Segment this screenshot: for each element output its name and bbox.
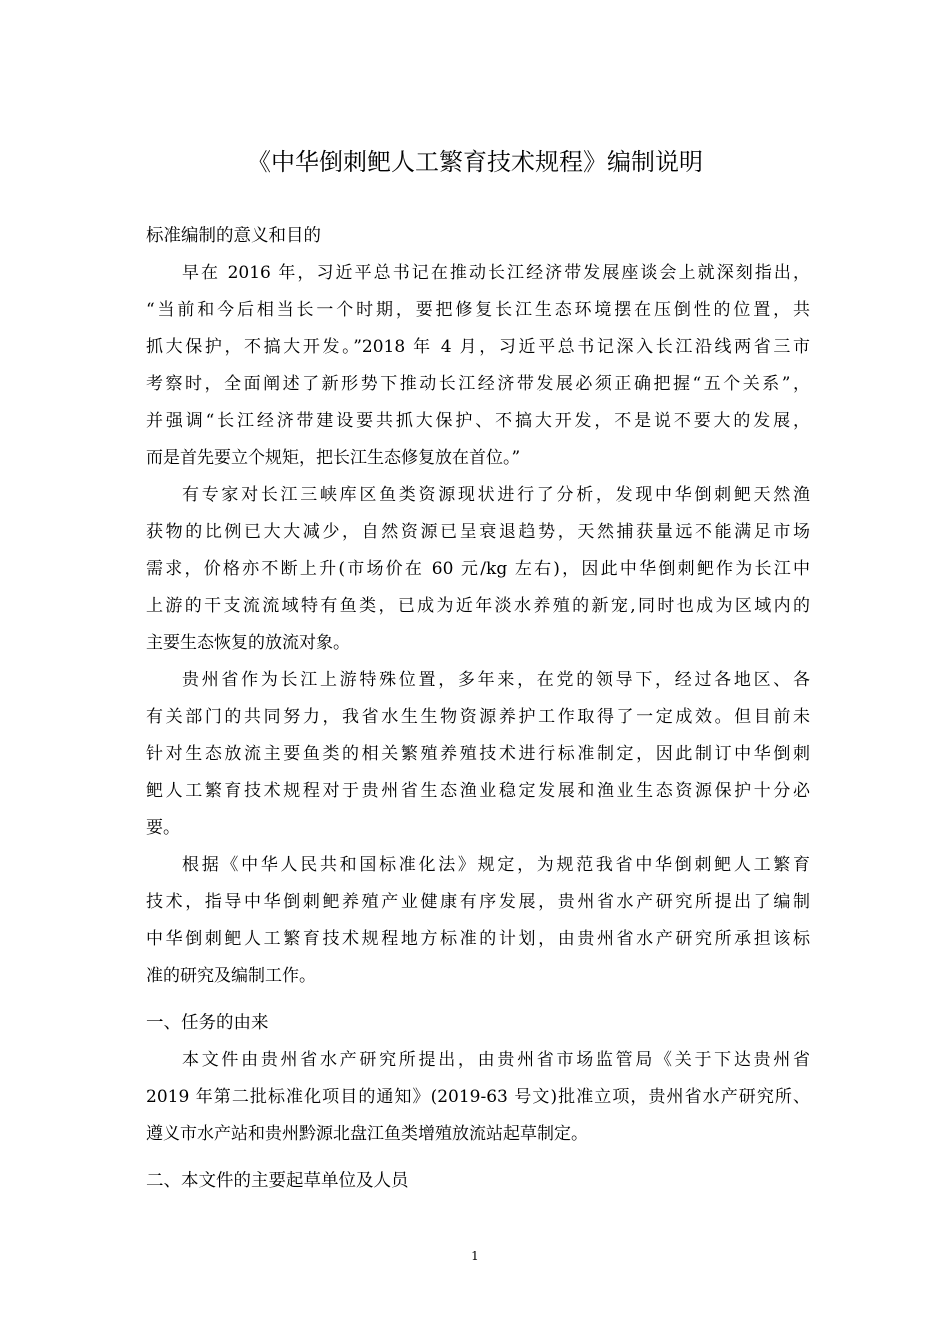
document-title: 《中华倒刺鲃人工繁育技术规程》编制说明 — [247, 148, 703, 176]
section-heading-drafters: 二、本文件的主要起草单位及人员 — [146, 1171, 409, 1191]
text-line: 技术，指导中华倒刺鲃养殖产业健康有序发展，贵州省水产研究所提出了编制 — [146, 892, 810, 912]
paragraph — [146, 1042, 810, 1153]
text-line: 遵义市水产站和贵州黔源北盘江鱼类增殖放流站起草制定。 — [146, 1124, 588, 1144]
text-line: 主要生态恢复的放流对象。 — [146, 633, 350, 653]
paragraph — [146, 662, 810, 847]
text-line: 获物的比例已大大减少，自然资源已呈衰退趋势，天然捕获量远不能满足市场 — [146, 522, 810, 542]
text-line: 抓大保护，不搞大开发。”2018 年 4 月，习近平总书记深入长江沿线两省三市 — [146, 337, 810, 357]
text-line: 本文件由贵州省水产研究所提出，由贵州省市场监管局《关于下达贵州省 — [182, 1050, 810, 1070]
document-body — [146, 218, 810, 1200]
text-line: 2019 年第二批标准化项目的通知》(2019-63 号文)批准立项，贵州省水产研究所、 — [146, 1087, 810, 1107]
text-line: 针对生态放流主要鱼类的相关繁殖养殖技术进行标准制定，因此制订中华倒刺 — [146, 744, 810, 764]
paragraph — [146, 255, 810, 477]
section-heading-origin: 一、任务的由来 — [146, 1013, 269, 1033]
text-line: 需求，价格亦不断上升(市场价在 60 元/kg 左右)，因此中华倒刺鲃作为长江中 — [146, 559, 810, 579]
text-line: 而是首先要立个规矩，把长江生态修复放在首位。” — [146, 448, 521, 468]
text-line: 并强调“长江经济带建设要共抓大保护、不搞大开发，不是说不要大的发展， — [146, 411, 810, 431]
text-line: 有关部门的共同努力，我省水生生物资源养护工作取得了一定成效。但目前未 — [146, 707, 810, 727]
text-line: 考察时，全面阐述了新形势下推动长江经济带发展必须正确把握“五个关系”， — [146, 374, 810, 394]
text-line: 准的研究及编制工作。 — [146, 966, 316, 986]
text-line: 贵州省作为长江上游特殊位置，多年来，在党的领导下，经过各地区、各 — [182, 670, 810, 690]
text-line: 要。 — [146, 818, 180, 838]
text-line: 有专家对长江三峡库区鱼类资源现状进行了分析，发现中华倒刺鲃天然渔 — [182, 485, 810, 505]
text-line: 早在 2016 年，习近平总书记在推动长江经济带发展座谈会上就深刻指出， — [182, 263, 810, 283]
text-line: 根据《中华人民共和国标准化法》规定，为规范我省中华倒刺鲃人工繁育 — [182, 855, 810, 875]
text-line: 中华倒刺鲃人工繁育技术规程地方标准的计划，由贵州省水产研究所承担该标 — [146, 929, 810, 949]
text-line: 鲃人工繁育技术规程对于贵州省生态渔业稳定发展和渔业生态资源保护十分必 — [146, 781, 810, 801]
page-number: 1 — [471, 1249, 479, 1263]
paragraph — [146, 847, 810, 995]
text-line: “当前和今后相当长一个时期，要把修复长江生态环境摆在压倒性的位置，共 — [146, 300, 810, 320]
paragraph — [146, 477, 810, 662]
section-heading-purpose: 标准编制的意义和目的 — [146, 226, 321, 246]
text-line: 上游的干支流流域特有鱼类，已成为近年淡水养殖的新宠,同时也成为区域内的 — [146, 596, 810, 616]
